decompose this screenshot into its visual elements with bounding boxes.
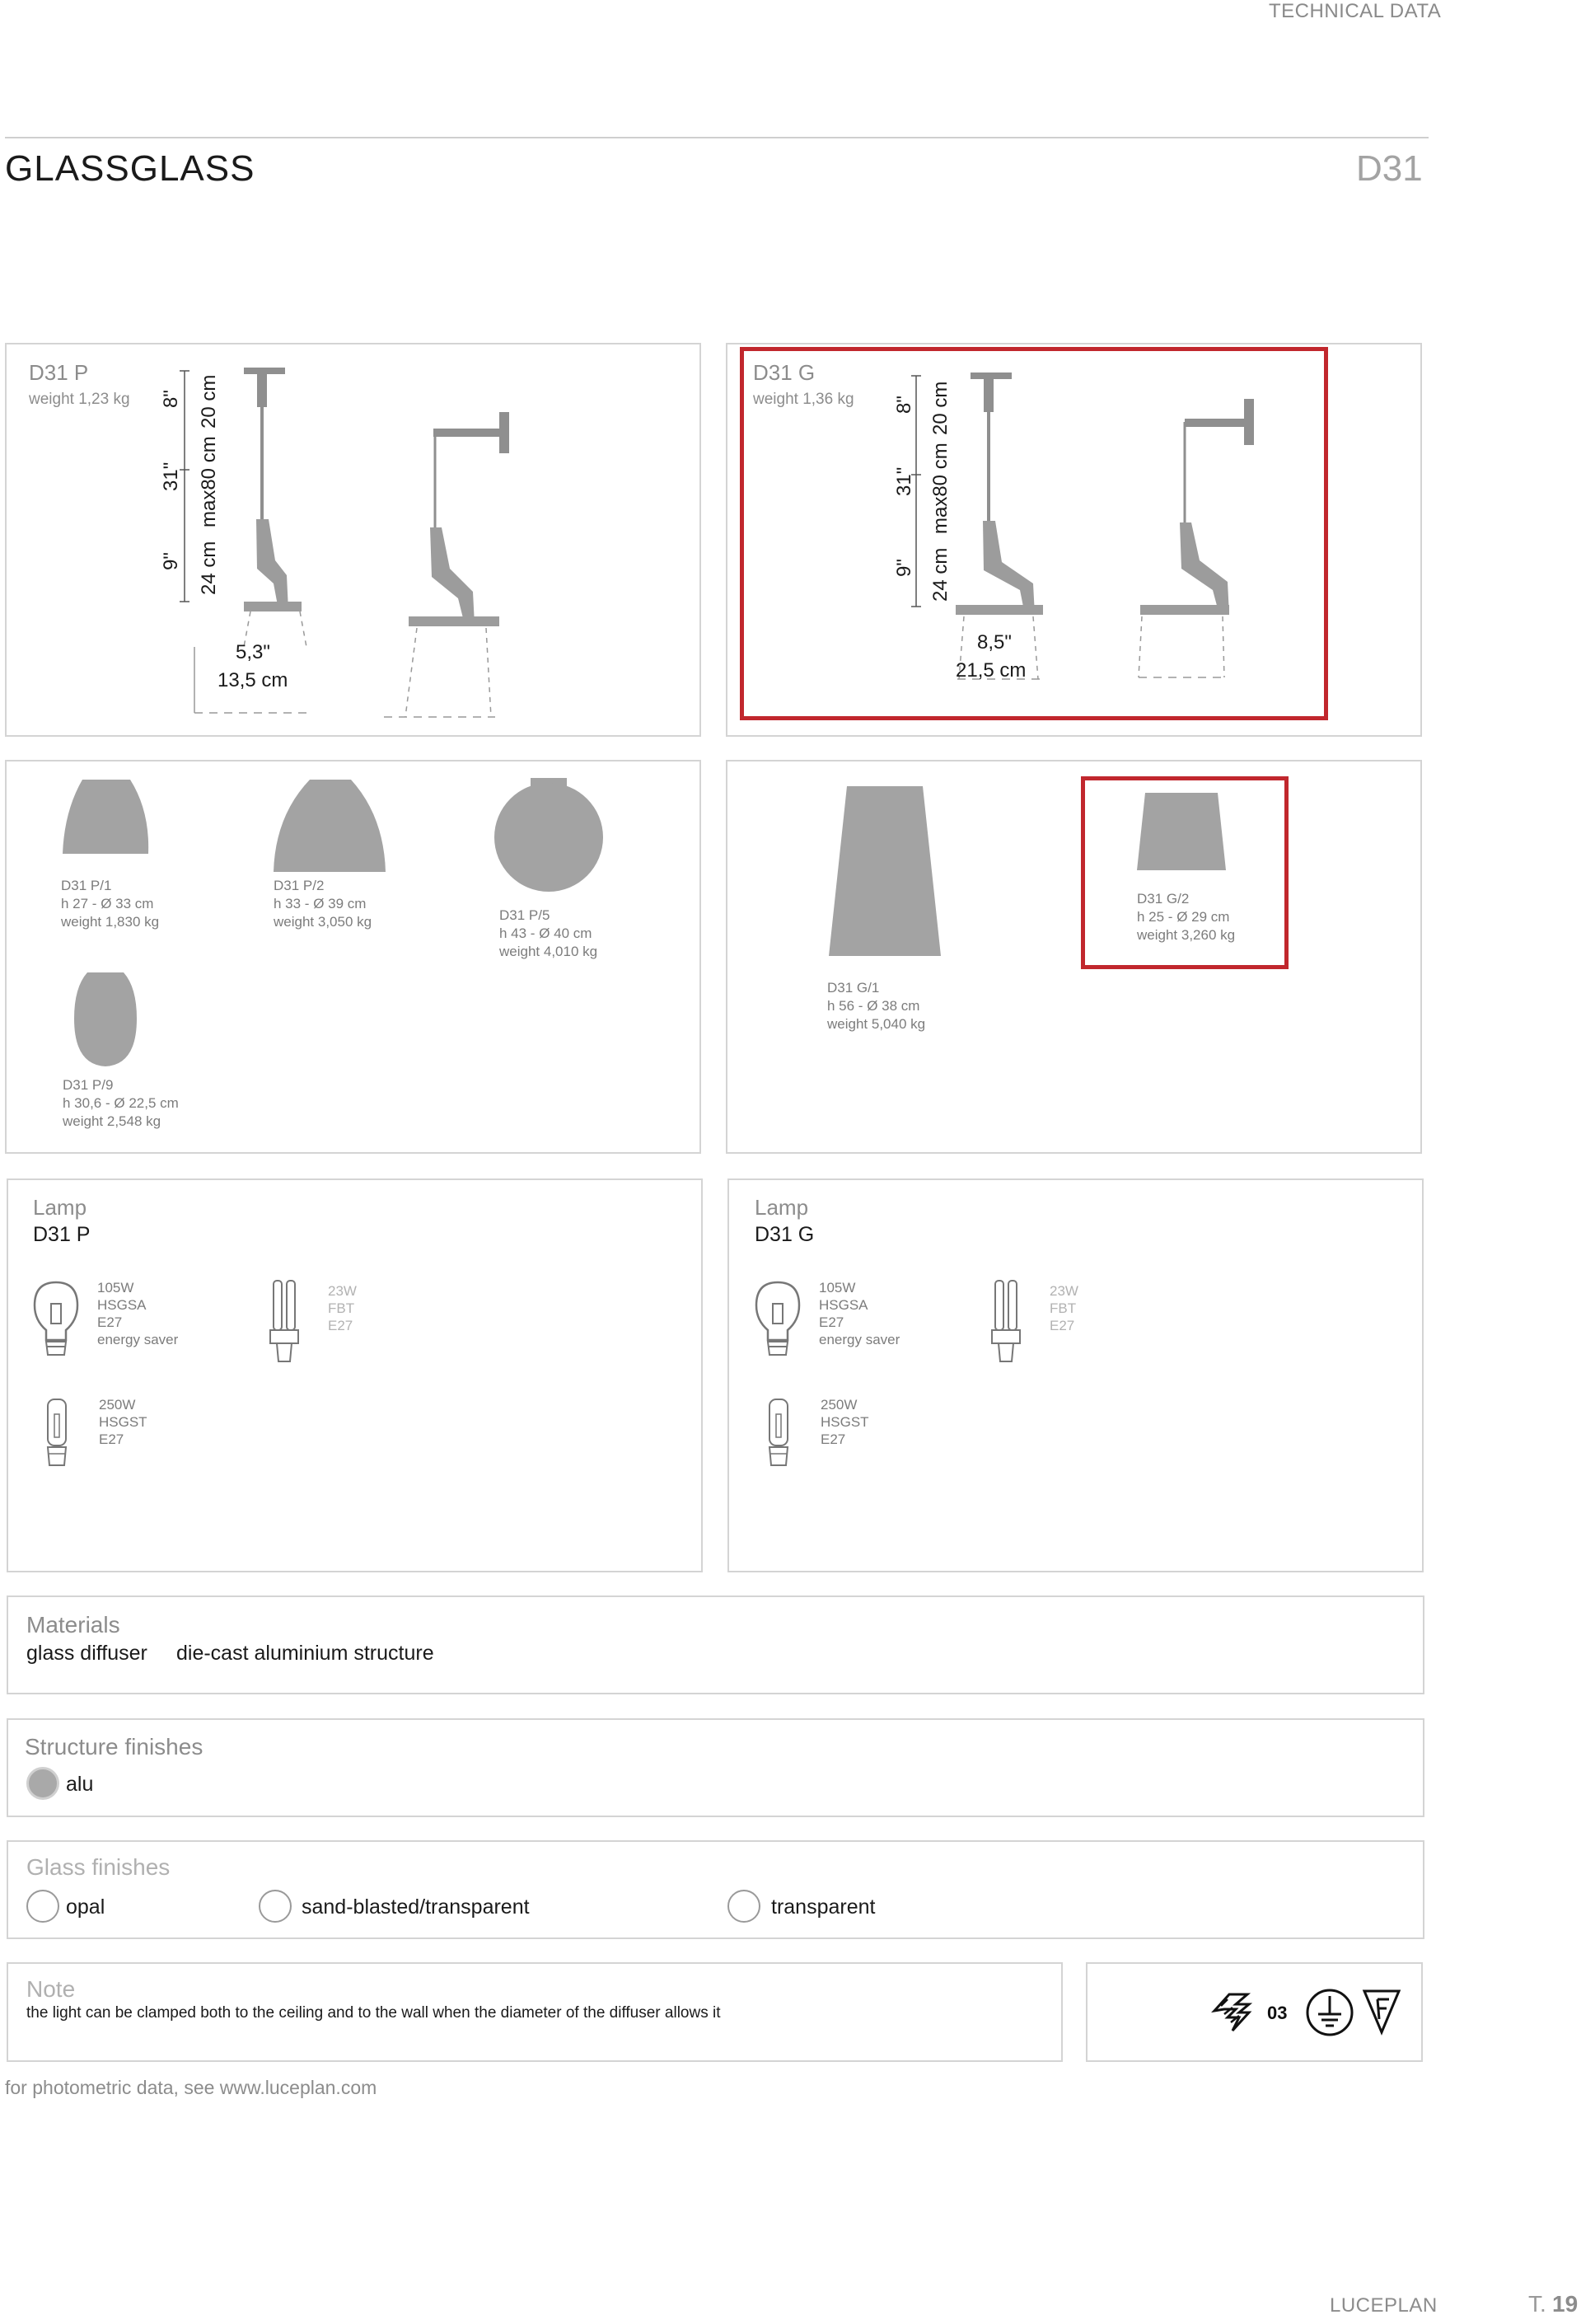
dim-cm-mid: max80 cm — [198, 436, 220, 527]
material-item: die-cast aluminium structure — [176, 1642, 434, 1665]
diffuser-size: h 30,6 - Ø 22,5 cm — [63, 1095, 179, 1111]
diffuser-code: D31 G/1 — [827, 980, 880, 996]
diffuser-code: D31 P/2 — [274, 878, 325, 893]
diffuser-code: D31 G/2 — [1137, 891, 1190, 907]
transparent-swatch[interactable] — [727, 1890, 760, 1923]
wall-lamp-drawing-p — [376, 412, 508, 725]
base-width-cm: 21,5 cm — [956, 659, 1027, 682]
structure-finishes-label: Structure finishes — [25, 1734, 203, 1759]
diffuser-size: h 27 - Ø 33 cm — [61, 896, 154, 911]
bulb-spec: 250W HSGST E27 — [821, 1397, 869, 1447]
dim-cm-upper: 20 cm — [929, 381, 952, 435]
material-item: glass diffuser — [26, 1642, 147, 1665]
lamp-panel-g — [727, 1178, 1424, 1572]
earth-ground-icon — [1305, 1988, 1354, 2037]
fluorescent-bulb-icon — [269, 1279, 302, 1365]
diffuser-code: D31 P/5 — [499, 907, 550, 923]
diffuser-weight: weight 4,010 kg — [499, 944, 598, 959]
diffuser-g2-shape — [1135, 791, 1228, 872]
f-mark-icon — [1361, 1988, 1402, 2036]
note-text: the light can be clamped both to the ceiling and to the wall when the diameter of the diffuser allows it — [26, 2004, 721, 2022]
glass-finishes-label: Glass finishes — [26, 1854, 171, 1880]
dim-inch-lower: 9" — [160, 552, 182, 570]
diffuser-g1-shape — [827, 785, 943, 958]
dim-cm-upper: 20 cm — [198, 374, 220, 429]
page-prefix: T. — [1528, 2291, 1546, 2317]
base-width-inch: 8,5" — [977, 631, 1012, 654]
diffuser-code: D31 P/1 — [61, 878, 112, 893]
dim-cm-lower: 24 cm — [198, 541, 220, 595]
model-name: D31 P — [29, 360, 89, 385]
diffuser-code: D31 P/9 — [63, 1077, 114, 1093]
diffuser-size: h 56 - Ø 38 cm — [827, 998, 920, 1014]
dim-cm-mid: max80 cm — [929, 443, 952, 534]
dim-inch-upper: 8" — [160, 390, 182, 408]
halogen-bulb-icon — [31, 1279, 81, 1358]
lamp-label: Lamp — [755, 1195, 809, 1220]
structure-finishes-panel — [7, 1718, 1424, 1817]
lamp-model: D31 P — [33, 1223, 91, 1246]
base-width-inch: 5,3" — [236, 641, 270, 663]
bulb-spec: 23W FBT E27 — [328, 1283, 357, 1333]
dim-inch-mid: 31" — [160, 462, 182, 491]
diffuser-p2-shape — [272, 778, 387, 874]
finish-name: sand-blasted/transparent — [302, 1895, 530, 1919]
product-name: GLASSGLASS — [5, 148, 255, 189]
diffuser-size: h 25 - Ø 29 cm — [1137, 909, 1230, 925]
diffuser-p9-shape — [73, 971, 138, 1068]
dim-cm-lower: 24 cm — [929, 547, 952, 602]
glass-finishes-panel — [7, 1840, 1424, 1939]
diffuser-size: h 33 - Ø 39 cm — [274, 896, 367, 911]
fluorescent-bulb-icon — [990, 1279, 1023, 1365]
footer-brand: LUCEPLAN — [1330, 2294, 1438, 2317]
lamp-label: Lamp — [33, 1195, 87, 1220]
diffuser-weight: weight 3,260 kg — [1137, 927, 1236, 943]
note-label: Note — [26, 1976, 76, 2002]
bulb-spec: 250W HSGST E27 — [99, 1397, 147, 1447]
page-number: 19 — [1552, 2291, 1579, 2317]
finish-name: opal — [66, 1895, 105, 1919]
bulb-spec: 23W FBT E27 — [1050, 1283, 1078, 1333]
model-name: D31 G — [753, 360, 816, 385]
tubular-bulb-icon — [766, 1398, 791, 1469]
lamp-model: D31 G — [755, 1223, 815, 1246]
photometric-link[interactable]: for photometric data, see www.luceplan.com — [5, 2077, 377, 2098]
finish-name: transparent — [771, 1895, 876, 1919]
bulb-spec: 105W HSGSA E27 energy saver — [97, 1280, 179, 1347]
tubular-bulb-icon — [44, 1398, 69, 1469]
diffuser-p5-shape — [493, 778, 606, 890]
materials-label: Materials — [26, 1612, 120, 1638]
model-weight: weight 1,36 kg — [753, 391, 854, 408]
wall-lamp-drawing-g — [1130, 399, 1270, 687]
section-label: TECHNICAL DATA — [1269, 0, 1442, 22]
product-code: D31 — [1356, 148, 1423, 189]
diffuser-weight: weight 5,040 kg — [827, 1016, 926, 1032]
model-weight: weight 1,23 kg — [29, 391, 130, 408]
diffuser-weight: weight 3,050 kg — [274, 914, 372, 930]
diffuser-size: h 43 - Ø 40 cm — [499, 925, 592, 941]
title-divider — [5, 137, 1429, 138]
diffuser-weight: weight 1,830 kg — [61, 914, 160, 930]
certification-mark: 03 — [1267, 2003, 1288, 2023]
halogen-bulb-icon — [753, 1279, 802, 1358]
base-width-cm: 13,5 cm — [218, 669, 288, 691]
bulb-spec: 105W HSGSA E27 energy saver — [819, 1280, 900, 1347]
finish-name: alu — [66, 1773, 94, 1796]
dim-inch-upper: 8" — [893, 396, 915, 414]
diffuser-p1-shape — [61, 778, 152, 855]
diffuser-weight: weight 2,548 kg — [63, 1113, 161, 1129]
dim-inch-lower: 9" — [893, 559, 915, 577]
opal-swatch[interactable] — [26, 1890, 59, 1923]
lamp-panel-p — [7, 1178, 703, 1572]
alu-swatch[interactable] — [26, 1767, 59, 1800]
sand-blasted-swatch[interactable] — [259, 1890, 292, 1923]
dim-inch-mid: 31" — [893, 466, 915, 496]
